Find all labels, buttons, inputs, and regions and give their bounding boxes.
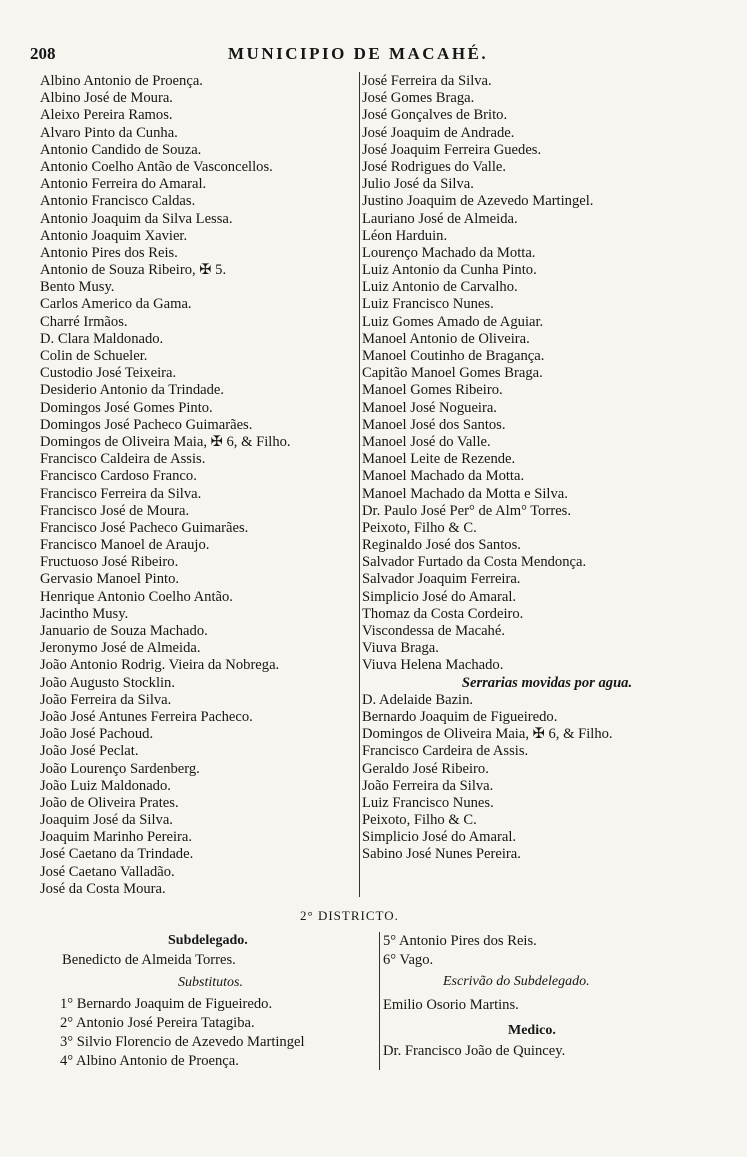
name-entry: José Joaquim Ferreira Guedes. bbox=[362, 141, 542, 158]
name-entry: Manoel Coutinho de Bragança. bbox=[362, 348, 545, 364]
substituto-item: 1° Bernardo Joaquim de Figueiredo. bbox=[60, 996, 273, 1012]
substituto-item: 6° Vago. bbox=[383, 952, 434, 968]
name-entry: Fructuoso José Ribeiro. bbox=[40, 554, 179, 571]
name-entry: Domingos José Pacheco Guimarães. bbox=[40, 416, 253, 433]
serraria-entry: Luiz Francisco Nunes. bbox=[362, 794, 494, 811]
name-entry: José Rodrigues do Valle. bbox=[362, 158, 507, 175]
substitutos-list bbox=[60, 995, 305, 1071]
name-entry: Jeronymo José de Almeida. bbox=[40, 640, 201, 657]
right-name-column bbox=[362, 73, 712, 864]
escrivao-heading: Escrivão do Subdelegado. bbox=[443, 974, 590, 989]
name-entry: Albino José de Moura. bbox=[40, 90, 173, 107]
name-entry: João de Oliveira Prates. bbox=[40, 794, 179, 811]
name-entry: Francisco Manoel de Araujo. bbox=[40, 537, 210, 554]
escrivao-name: Emilio Osorio Martins. bbox=[383, 997, 519, 1013]
serrarias-heading: Serrarias movidas por agua. bbox=[461, 674, 633, 691]
name-entry: D. Clara Maldonado. bbox=[40, 330, 164, 347]
name-entry: José Joaquim de Andrade. bbox=[362, 124, 515, 141]
name-entry: Antonio de Souza Ribeiro, ✠ 5. bbox=[40, 262, 227, 279]
name-entry: João Ferreira da Silva. bbox=[40, 691, 172, 708]
name-entry: Lauriano José de Almeida. bbox=[362, 210, 518, 227]
name-entry: Viscondessa de Macahé. bbox=[362, 623, 505, 639]
name-entry: Januario de Souza Machado. bbox=[40, 623, 208, 639]
name-entry: Desiderio Antonio da Trindade. bbox=[40, 382, 225, 399]
name-entry: Antonio Pires dos Reis. bbox=[40, 244, 178, 261]
name-entry: Francisco José Pacheco Guimarães. bbox=[40, 519, 249, 536]
substituto-item: 3° Silvio Florencio de Azevedo Martingel bbox=[60, 1034, 305, 1050]
name-entry: Jacintho Musy. bbox=[40, 605, 129, 622]
left-name-column bbox=[40, 73, 358, 898]
name-entry: Gervasio Manoel Pinto. bbox=[40, 571, 180, 588]
column-divider bbox=[359, 72, 360, 897]
medico-heading: Medico. bbox=[508, 1023, 556, 1038]
name-entry: José Gomes Braga. bbox=[362, 90, 475, 107]
serraria-entry: D. Adelaide Bazin. bbox=[362, 691, 474, 708]
name-entry: José Gonçalves de Brito. bbox=[362, 107, 508, 124]
name-entry: Carlos Americo da Gama. bbox=[40, 296, 192, 313]
name-entry: Henrique Antonio Coelho Antão. bbox=[40, 588, 233, 605]
subdelegado-heading: Subdelegado. bbox=[168, 933, 248, 948]
name-entry: Antonio Candido de Souza. bbox=[40, 141, 202, 158]
name-entry: Francisco José de Moura. bbox=[40, 502, 190, 519]
substituto-item: 2° Antonio José Pereira Tatagiba. bbox=[60, 1015, 255, 1031]
substitutos-right-list bbox=[383, 932, 537, 970]
name-entry: Domingos de Oliveira Maia, ✠ 6, & Filho. bbox=[40, 433, 291, 450]
name-entry: Antonio Coelho Antão de Vasconcellos. bbox=[40, 158, 273, 175]
name-entry: Justino Joaquim de Azevedo Martingel. bbox=[362, 193, 594, 210]
name-entry: José da Costa Moura. bbox=[40, 880, 166, 897]
name-entry: Luiz Gomes Amado de Aguiar. bbox=[362, 313, 544, 330]
name-entry: Luiz Antonio de Carvalho. bbox=[362, 279, 518, 296]
name-entry: Manoel Machado da Motta. bbox=[362, 468, 525, 485]
name-entry: José Caetano da Trindade. bbox=[40, 846, 194, 863]
name-entry: Léon Harduin. bbox=[362, 227, 448, 244]
name-entry: Manoel Leite de Rezende. bbox=[362, 451, 516, 468]
name-entry: Alvaro Pinto da Cunha. bbox=[40, 124, 178, 141]
name-entry: Reginaldo José dos Santos. bbox=[362, 537, 521, 554]
name-entry: Francisco Cardoso Franco. bbox=[40, 468, 197, 485]
name-entry: Viuva Helena Machado. bbox=[362, 657, 504, 674]
name-entry: Luiz Francisco Nunes. bbox=[362, 296, 494, 313]
lower-column-divider bbox=[379, 932, 380, 1070]
name-entry: João Luiz Maldonado. bbox=[40, 777, 171, 794]
serraria-entry: Francisco Cardeira de Assis. bbox=[362, 743, 529, 760]
name-entry: Antonio Ferreira do Amaral. bbox=[40, 176, 207, 193]
name-entry: Capitão Manoel Gomes Braga. bbox=[362, 365, 543, 382]
serraria-entry: Peixoto, Filho & C. bbox=[362, 812, 477, 829]
name-entry: Albino Antonio de Proença. bbox=[40, 73, 203, 89]
name-entry: Peixoto, Filho & C. bbox=[362, 519, 477, 536]
right-name-list bbox=[362, 73, 712, 675]
serraria-entry: João Ferreira da Silva. bbox=[362, 777, 494, 794]
page-title: MUNICIPIO DE MACAHÉ. bbox=[228, 44, 489, 63]
name-entry: Simplicio José do Amaral. bbox=[362, 588, 517, 605]
name-entry: Antonio Joaquim da Silva Lessa. bbox=[40, 210, 233, 227]
name-entry: Dr. Paulo José Per° de Alm° Torres. bbox=[362, 502, 572, 519]
name-entry: Manoel Antonio de Oliveira. bbox=[362, 330, 530, 347]
name-entry: Antonio Joaquim Xavier. bbox=[40, 227, 188, 244]
name-entry: Salvador Joaquim Ferreira. bbox=[362, 571, 521, 588]
serraria-entry: Sabino José Nunes Pereira. bbox=[362, 846, 521, 863]
name-entry: José Ferreira da Silva. bbox=[362, 73, 492, 89]
name-entry: João José Pachoud. bbox=[40, 726, 154, 743]
name-entry: Luiz Antonio da Cunha Pinto. bbox=[362, 262, 537, 279]
name-entry: Bento Musy. bbox=[40, 279, 115, 296]
name-entry: Manoel José Nogueira. bbox=[362, 399, 497, 416]
medico-name: Dr. Francisco João de Quincey. bbox=[383, 1043, 566, 1059]
serraria-entry: Simplicio José do Amaral. bbox=[362, 829, 517, 846]
subdelegado-name: Benedicto de Almeida Torres. bbox=[62, 952, 236, 968]
name-entry: Viuva Braga. bbox=[362, 640, 439, 657]
name-entry: Francisco Ferreira da Silva. bbox=[40, 485, 202, 502]
name-entry: Custodio José Teixeira. bbox=[40, 365, 177, 382]
substitutos-heading: Substitutos. bbox=[178, 975, 243, 990]
substituto-item: 4° Albino Antonio de Proença. bbox=[60, 1053, 239, 1069]
serraria-entry: Geraldo José Ribeiro. bbox=[362, 760, 489, 777]
name-entry: Domingos José Gomes Pinto. bbox=[40, 399, 213, 416]
name-entry: Manoel José dos Santos. bbox=[362, 416, 506, 433]
name-entry: Lourenço Machado da Motta. bbox=[362, 244, 536, 261]
name-entry: Thomaz da Costa Cordeiro. bbox=[362, 605, 524, 622]
name-entry: João Augusto Stocklin. bbox=[40, 674, 175, 691]
name-entry: Joaquim José da Silva. bbox=[40, 812, 173, 829]
substituto-item: 5° Antonio Pires dos Reis. bbox=[383, 933, 537, 949]
name-entry: Manoel Gomes Ribeiro. bbox=[362, 382, 503, 399]
name-entry: Aleixo Pereira Ramos. bbox=[40, 107, 173, 124]
name-entry: João José Peclat. bbox=[40, 743, 139, 760]
serrarias-list bbox=[362, 692, 712, 864]
name-entry: João José Antunes Ferreira Pacheco. bbox=[40, 708, 253, 725]
name-entry: Joaquim Marinho Pereira. bbox=[40, 829, 192, 846]
serraria-entry: Domingos de Oliveira Maia, ✠ 6, & Filho. bbox=[362, 726, 613, 743]
name-entry: Salvador Furtado da Costa Mendonça. bbox=[362, 554, 587, 571]
serraria-entry: Bernardo Joaquim de Figueiredo. bbox=[362, 708, 558, 725]
name-entry: José Caetano Valladão. bbox=[40, 863, 175, 880]
name-entry: Colin de Schueler. bbox=[40, 348, 148, 364]
name-entry: Antonio Francisco Caldas. bbox=[40, 193, 196, 210]
page-number: 208 bbox=[30, 44, 56, 63]
name-entry: Francisco Caldeira de Assis. bbox=[40, 451, 206, 468]
district-label: 2° DISTRICTO. bbox=[300, 908, 399, 923]
name-entry: Julio José da Silva. bbox=[362, 176, 474, 193]
name-entry: Manoel José do Valle. bbox=[362, 433, 491, 450]
name-entry: Manoel Machado da Motta e Silva. bbox=[362, 485, 568, 502]
name-entry: Charré Irmãos. bbox=[40, 313, 128, 330]
name-entry: João Lourenço Sardenberg. bbox=[40, 760, 200, 777]
name-entry: João Antonio Rodrig. Vieira da Nobrega. bbox=[40, 657, 280, 674]
